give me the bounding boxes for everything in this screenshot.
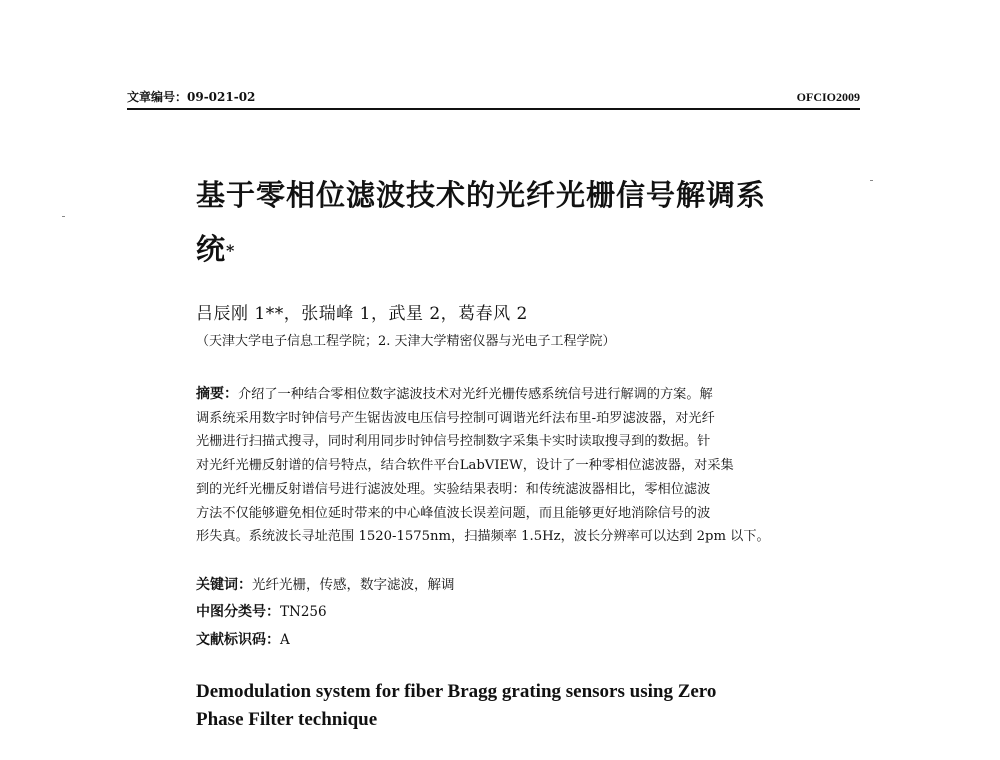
abstract-line: 对光纤光栅反射谱的信号特点，结合软件平台LabVIEW，设计了一种零相位滤波器，对采集 [196, 458, 734, 474]
title-footnote-mark: * [226, 241, 236, 260]
author-list: 吕辰刚 1**，张瑞峰 1，武星 2，葛春风 2 [196, 304, 528, 324]
english-title-line-2: Phase Filter technique [196, 709, 378, 730]
scan-speck [870, 180, 873, 181]
abstract-line: 调系统采用数字时钟信号产生锯齿波电压信号控制可调谐光纤法布里-珀罗滤波器，对光纤 [196, 410, 715, 426]
paper-title [196, 168, 806, 276]
keywords-value: 光纤光栅，传感，数字滤波，解调 [252, 577, 455, 593]
clc-value: TN256 [280, 604, 327, 620]
keywords-label: 关键词： [196, 577, 252, 593]
clc-label: 中图分类号： [196, 604, 280, 620]
scan-speck [62, 216, 65, 217]
abstract-line: 光栅进行扫描式搜寻，同时利用同步时钟信号控制数字采集卡实时读取搜寻到的数据。针 [196, 434, 711, 450]
abstract-line: 方法不仅能够避免相位延时带来的中心峰值波长误差问题，而且能够更好地消除信号的波 [196, 505, 711, 521]
clc-number [196, 601, 327, 621]
abstract-label: 摘要： [196, 386, 238, 402]
title-line-1: 基于零相位滤波技术的光纤光栅信号解调系 [196, 178, 767, 212]
title-line-2 [196, 222, 806, 276]
abstract-line: 形失真。系统波长寻址范围 1520-1575nm，扫描频率 1.5Hz，波长分辨率可以达到 2pm 以下。 [196, 529, 770, 545]
doc-code-label: 文献标识码： [196, 632, 280, 648]
conference-code: OFCIO2009 [796, 90, 860, 104]
abstract-line: 到的光纤光栅反射谱信号进行滤波处理。实验结果表明：和传统滤波器相比，零相位滤波 [196, 481, 711, 497]
english-title [196, 678, 796, 734]
abstract [196, 383, 796, 549]
article-number: 文章编号：09-021-02 [127, 90, 256, 104]
keywords [196, 573, 455, 594]
affiliation: （天津大学电子信息工程学院；2. 天津大学精密仪器与光电子工程学院） [196, 334, 616, 349]
title-line-2-text: 统 [196, 232, 227, 266]
english-title-line-1: Demodulation system for fiber Bragg grating sensors using Zero [196, 681, 717, 702]
document-code [196, 629, 290, 649]
abstract-line: 摘要：介绍了一种结合零相位数字滤波技术对光纤光栅传感系统信号进行解调的方案。解 [196, 386, 713, 402]
page-header [127, 88, 860, 110]
doc-code-value: A [280, 632, 290, 648]
